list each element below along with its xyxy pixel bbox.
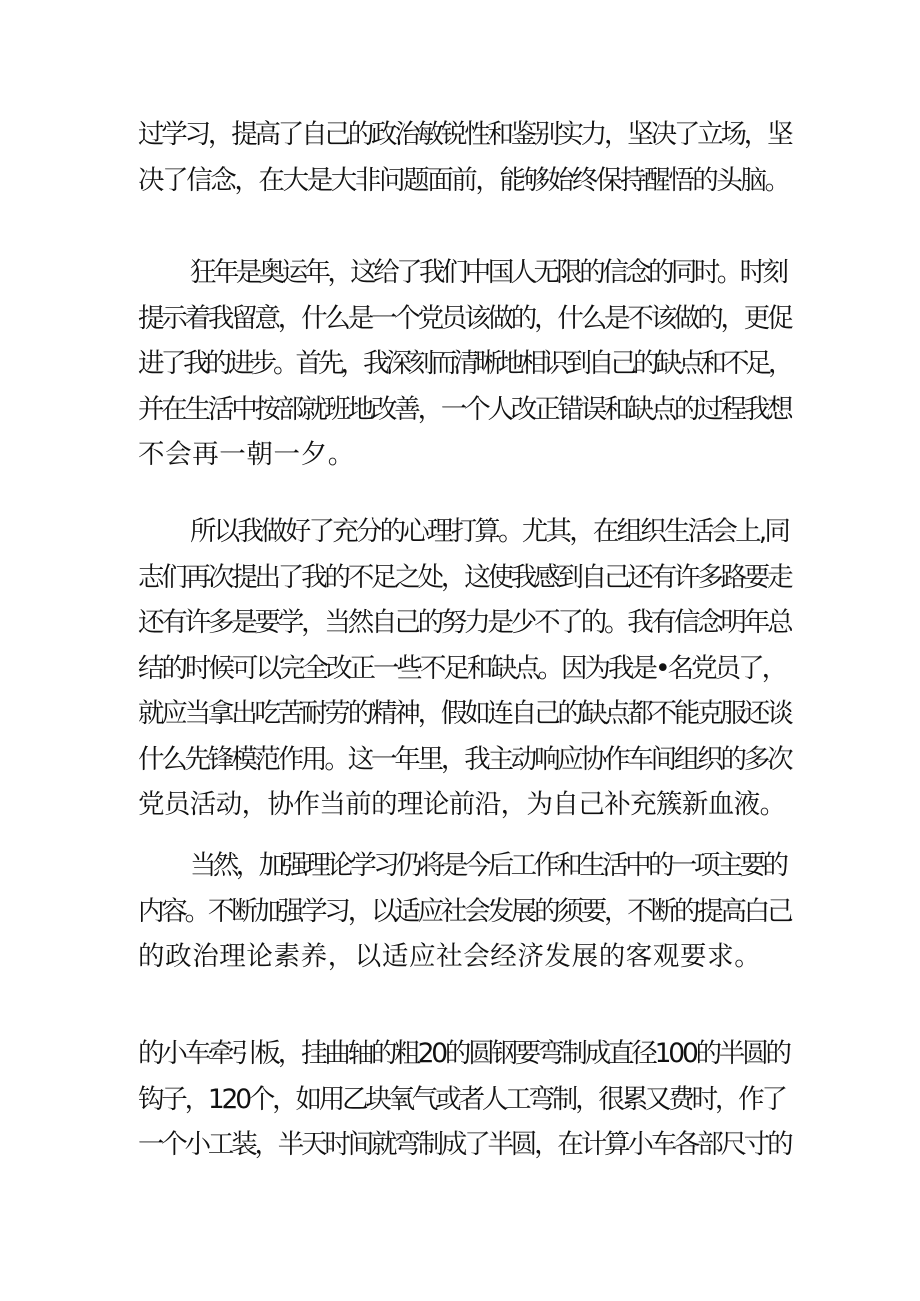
paragraph-1	[138, 112, 790, 203]
text-line: 进了我的进步。首先，我深刻而清晰地相识到自己的缺点和不足，	[138, 348, 791, 379]
text-line: 党员活动，协作当前的理论前沿，为自己补充簇新血液。	[138, 789, 786, 820]
text-line: 结的时候可以完全改正一些不足和缺点。因为我是•名党员了，	[138, 652, 786, 684]
paragraph-5	[138, 1031, 790, 1168]
text-line: 内容。不断加强学习，以适应社会发展的须要，不断的提高白己	[138, 895, 791, 927]
text-line: 提示着我留意，什么是一个党员该做的，什么是不该做的，更促	[138, 302, 791, 334]
text-line: 一个小工装，半天时间就弯制成了半圆，在计算小车各部尺寸的	[138, 1129, 791, 1160]
paragraph-3	[138, 509, 790, 828]
text-line: 不会再一朝一夕。	[138, 439, 355, 470]
text-line: 当然，加强理论学习仍将是今后工作和生活中的一项主要的	[190, 850, 786, 881]
text-line: 的小车牵引板，挂曲轴的粗20的圆钢要弯制成直径100的半圆的	[138, 1038, 789, 1069]
text-line: 决了信念，在大是大非问题面前，能够始终保持醒悟的头脑。	[138, 164, 789, 196]
text-line: 还有许多是要学，当然自己的努力是少不了的。我有信念明年总	[138, 607, 791, 638]
paragraph-2	[138, 250, 790, 478]
text-line: 狂年是奥运年，这给了我们中国人无限的信念的同时。时刻	[190, 257, 786, 288]
text-line: 的政治理论素养，以适应社会经济发展的客观要求。	[138, 941, 762, 972]
text-line: 志们再次提出了我的不足之处，这使我感到自己还有许多路要走	[138, 561, 791, 593]
paragraph-4	[138, 843, 790, 980]
text-line: 并在生活中按部就班地改善，一个人改正错误和缺点的过程我想	[138, 393, 791, 425]
text-line: 过学习，提高了自己的政治敏锐性和鉴别实力，坚决了立场，坚	[138, 119, 791, 150]
text-line: 什么先锋模范作用。这一年里，我主动响应协作车间组织的多次	[138, 743, 791, 775]
text-line: 所以我做好了充分的心理打算。尤其，在组织生活会上,同	[190, 516, 789, 547]
text-line: 钩子，120个，如用乙块氧气或者人工弯制，很累又费时，作了	[138, 1083, 785, 1115]
text-line: 就应当拿出吃苦耐劳的精神，假如连自己的缺点都不能克服还谈	[138, 698, 791, 729]
